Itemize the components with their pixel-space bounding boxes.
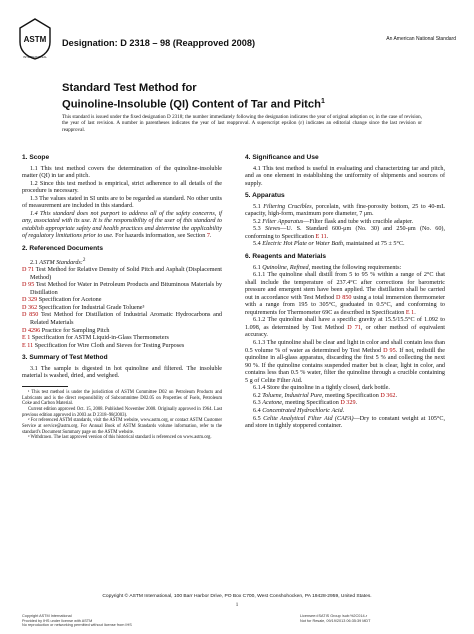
section-significance-heading: 4. Significance and Use xyxy=(245,154,319,161)
paragraph-6-4: 6.4 Concentrated Hydrochloric Acid. xyxy=(253,407,345,414)
paragraph-2-1: 2.1 ASTM Standards:$^2$ xyxy=(30,256,86,266)
reference-item: D 362 Specification for Industrial Grade Toluene³ xyxy=(22,304,145,311)
paragraph-6-1: 6.1 Quinoline, Refined, meeting the following requirements: xyxy=(253,264,402,271)
reference-item: D 4296 Practice for Sampling Pitch xyxy=(22,327,110,334)
reference-item: D 329 Specification for Acetone xyxy=(22,297,102,304)
paragraph-6-1-2: 6.1.2 The quinoline shall have a specific gravity at 15.5/15.5°C of 1.092 to 1.098, as determined by Test Method D 71, or other method of equivalent accuracy. xyxy=(245,317,445,339)
paragraph-6-3: 6.3 Acetone, meeting Specification D 329. xyxy=(253,400,358,407)
reference-item: D 95 Test Method for Water in Petroleum Products and Bituminous Materials by Distillation xyxy=(22,282,222,296)
paragraph-3-1: 3.1 The sample is digested in hot quinoline and filtered. The insoluble material is washed, dried, and weighed. xyxy=(22,365,222,380)
e11-link[interactable]: E 11 xyxy=(315,233,327,240)
copyright-address: Copyright © ASTM International, 100 Barr Harbor Drive, PO Box C700, West Conshohocken, PA 19428-2959, United States. xyxy=(102,594,372,599)
d71-link[interactable]: D 71 xyxy=(347,324,361,331)
reference-link[interactable]: E 1 xyxy=(22,335,31,342)
paragraph-6-2: 6.2 Toluene, Industrial Pure, meeting Specification D 362. xyxy=(253,392,398,399)
paragraph-1-2: 1.2 Since this test method is empirical, strict adherence to all details of the procedure is necessary. xyxy=(22,180,222,195)
d95-link[interactable]: D 95 xyxy=(383,347,396,354)
paragraph-6-1-1: 6.1.1 The quinoline shall distill from 5 to 95 % within a range of 2°C that shall include the temperature of 237.4°C after corrections for barometric pressure and emergent stem have been applied. The distillation shall be carried out in accordance with Test Method D 850 using a total immersion thermometer with a range from 195 to 305°C, graduated in 0.5°C, and conforming to requirements for Thermometer 69C as described in Specification E 1. xyxy=(245,272,445,316)
section-referenced-documents-heading: 2. Referenced Documents xyxy=(22,245,103,253)
paragraph-1-4: 1.4 This standard does not purport to address all of the safety concerns, if any, associated with its use. It is the responsibility of the user of this standard to establish appropriate safety and health practices and determine the applicability of regulatory limitations prior to use. For hazards information, see Section 7. xyxy=(22,210,222,240)
footnote-divider xyxy=(22,386,68,387)
logo-subtext: INTERNATIONAL xyxy=(23,55,47,59)
section-scope-heading: 1. Scope xyxy=(22,154,50,161)
reference-link[interactable]: D 71 xyxy=(22,267,35,274)
american-national-standard: An American National Standard xyxy=(386,36,456,42)
paragraph-5-4: 5.4 Electric Hot Plate or Water Bath, maintained at 75 ± 5°C. xyxy=(253,241,405,248)
reference-link[interactable]: D 4296 xyxy=(22,327,41,334)
paragraph-6-1-4: 6.1.4 Store the quinoline in a tightly closed, dark bottle. xyxy=(253,385,390,392)
license-notice: Licensee=ISATIS Group /sub:%2C014-r Not for Resale, 09/19/2013 06:35:39 MDT xyxy=(300,614,371,623)
paragraph-5-2: 5.2 Filter Apparatus—Filter flask and tube with crucible adapter. xyxy=(253,218,414,225)
left-column xyxy=(22,154,222,441)
paragraph-1-3: 1.3 The values stated in SI units are to be regarded as standard. No other units of measurement are included in this standard. xyxy=(22,195,222,210)
footnote-2: ² For referenced ASTM standards, visit the ASTM website, www.astm.org, or contact ASTM Customer Service at service@astm.org. For Annual Book of ASTM Standards volume information, refer to the standard's Document Summary page on the ASTM website. xyxy=(22,418,222,435)
title-line-2: Quinoline-Insoluble (QI) Content of Tar and Pitch$^1$ xyxy=(62,98,325,111)
reference-item: E 1 Specification for ASTM Liquid-in-Glass Thermometers xyxy=(22,335,169,342)
footnote-3: ³ Withdrawn. The last approved version of this historical standard is referenced on www.astm.org. xyxy=(28,435,212,441)
d362-link[interactable]: D 362 xyxy=(380,392,396,399)
reference-link[interactable]: D 850 xyxy=(22,312,39,319)
title-line-1: Standard Test Method for xyxy=(62,82,197,94)
reference-link[interactable]: E 11 xyxy=(22,342,34,349)
section-apparatus-heading: 5. Apparatus xyxy=(245,192,285,200)
page-number: 1 xyxy=(235,603,239,608)
reference-item: D 71 Test Method for Relative Density of Solid Pitch and Asphalt (Displacement Method) xyxy=(22,267,222,281)
paragraph-6-5: 6.5 Celite Analytical Filter Aid (CAFA)—Dry to constant weight at 105°C, and store in tightly stoppered container. xyxy=(245,415,445,430)
paragraph-1-1: 1.1 This test method covers the determination of the quinoline-insoluble matter (QI) in tar and pitch. xyxy=(22,165,222,180)
paragraph-4-1: 4.1 This test method is useful in evaluating and characterizing tar and pitch, and as one element in establishing the uniformity of shipments and sources of supply. xyxy=(245,165,445,187)
document-title xyxy=(62,82,325,112)
paragraph-5-1: 5.1 Filtering Crucibles, porcelain, with fine-porosity bottom, 25 to 40-mL capacity, high-form, maximum pore diameter, 7 μm. xyxy=(245,203,445,218)
paragraph-5-3: 5.3 Sieves—U. S. Standard 600-μm (No. 30) and 250-μm (No. 60), conforming to Specification E 11. xyxy=(245,226,446,240)
issuance-notice: This standard is issued under the fixed designation D 2318; the number immediately following the designation indicates the year of original adoption or, in the case of revision, the year of last revision. A number in parentheses indicates the year of last reapproval. A superscript epsilon (ε) indicates an editorial change since the last revision or reapproval. xyxy=(62,114,422,133)
e1-link[interactable]: E 1 xyxy=(405,309,415,316)
footnote-1: ¹ This test method is under the jurisdiction of ASTM Committee D02 on Petroleum Products and Lubricants and is the direct responsibility of Subcommittee D02.05 on Properties of Fuels, Petroleum Coke and Carbon Material. xyxy=(22,389,222,407)
reference-link[interactable]: D 95 xyxy=(22,282,35,289)
section-summary-heading: 3. Summary of Test Method xyxy=(22,354,108,362)
reference-link[interactable]: D 362 xyxy=(22,304,38,311)
designation: Designation: D 2318 – 98 (Reapproved 2008) xyxy=(62,38,256,48)
reference-link[interactable]: D 329 xyxy=(22,297,38,304)
right-column xyxy=(245,154,445,431)
paragraph-6-1-3: 6.1.3 The quinoline shall be clear and light in color and shall contain less than 0.5 volume % of water as determined by Test Method D 95. If not, redistill the quinoline in all-glass apparatus, discarding the first 5 % and collecting the next 90 %. If the quinoline contains suspended matter but is clear, light in color, and contains less than 0.5 % water, filter the quinoline through a crucible containing 5 g of Celite Filter Aid. xyxy=(245,340,445,384)
reference-item: E 11 Specification for Wire Cloth and Sieves for Testing Purposes xyxy=(22,342,185,349)
copyright-notice: Copyright ASTM International Provided by IHS under license with ASTM No reproduction or networking permitted without license from IHS xyxy=(22,614,132,628)
d850-link[interactable]: D 850 xyxy=(336,294,352,301)
reference-item: D 850 Test Method for Distillation of Industrial Aromatic Hydrocarbons and Related Materials xyxy=(22,312,222,326)
d329-link[interactable]: D 329 xyxy=(340,400,356,407)
section-7-link[interactable]: 7 xyxy=(206,233,210,240)
astm-logo xyxy=(18,18,52,60)
section-reagents-heading: 6. Reagents and Materials xyxy=(245,253,326,261)
logo-text: ASTM xyxy=(23,35,47,44)
footnote-1-edition: Current edition approved Oct. 15, 2008. Published November 2008. Originally approved in 1964. Last previous edition approved in 2003 as D 2318–98(2003). xyxy=(22,406,222,418)
